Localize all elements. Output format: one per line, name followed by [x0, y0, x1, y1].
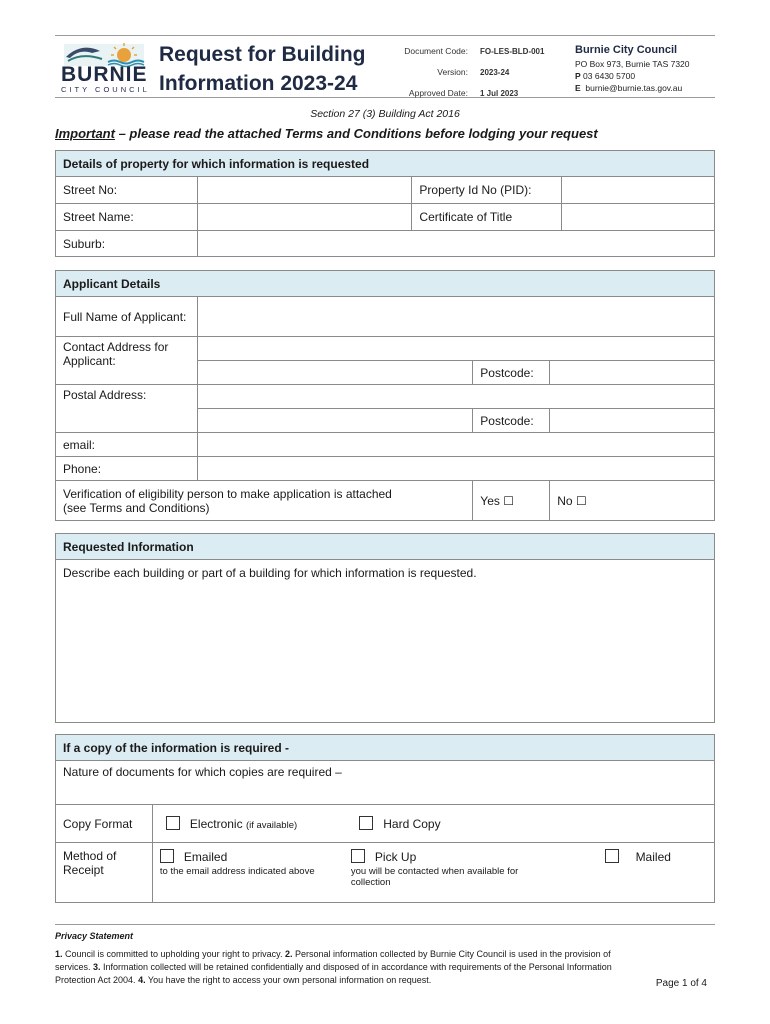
hard-copy-label: Hard Copy: [383, 817, 441, 831]
property-details-table: [55, 150, 715, 257]
council-address: PO Box 973, Burnie TAS 7320: [575, 59, 690, 69]
privacy-num-3: 3.: [93, 962, 101, 972]
phone-label: Phone:: [56, 457, 198, 481]
suburb-field[interactable]: [197, 231, 714, 257]
copy-information-table: [55, 734, 715, 903]
email-label: E: [575, 83, 581, 93]
important-text: – please read the attached Terms and Conditions before lodging your request: [114, 126, 598, 141]
privacy-point-1: Council is committed to upholding your right to privacy.: [62, 949, 285, 959]
requested-information-table: [55, 533, 715, 723]
street-name-field[interactable]: [197, 204, 412, 231]
important-notice: [55, 126, 598, 141]
street-no-label: Street No:: [56, 177, 198, 204]
method-of-receipt-label: Method of Receipt: [56, 843, 153, 903]
property-heading: Details of property for which information is requested: [56, 151, 715, 177]
applicant-details-table: [55, 270, 715, 521]
mailed-label: Mailed: [635, 850, 671, 864]
mailed-checkbox[interactable]: [605, 849, 619, 863]
certificate-title-field[interactable]: [562, 204, 715, 231]
meta-version-value: 2023-24: [480, 68, 510, 77]
certificate-title-label: Certificate of Title: [412, 204, 562, 231]
street-no-field[interactable]: [197, 177, 412, 204]
verification-line-2: (see Terms and Conditions): [63, 500, 210, 515]
requested-description-label: Describe each building or part of a building for which information is requested.: [63, 566, 477, 580]
privacy-text: [55, 948, 630, 987]
pid-field[interactable]: [562, 177, 715, 204]
meta-date-value: 1 Jul 2023: [480, 89, 519, 98]
email-field[interactable]: [197, 433, 714, 457]
privacy-heading: Privacy Statement: [55, 931, 134, 941]
title-line-2: Information 2023-24: [159, 72, 358, 95]
copy-format-label: Copy Format: [56, 805, 153, 843]
phone-field[interactable]: [197, 457, 714, 481]
privacy-statement: [55, 924, 715, 987]
applicant-heading: Applicant Details: [56, 271, 715, 297]
contact-postcode-label: Postcode:: [473, 361, 550, 385]
document-header: [55, 35, 715, 98]
emailed-note: to the email address indicated above: [159, 866, 315, 877]
contact-postcode-field[interactable]: [550, 361, 715, 385]
contact-address-label: Contact Address for Applicant:: [56, 337, 198, 385]
verification-yes-checkbox[interactable]: Yes ☐: [473, 481, 550, 521]
receipt-options: [152, 843, 714, 903]
page-title: [159, 40, 366, 98]
postal-postcode-field[interactable]: [550, 409, 715, 433]
verification-line-1: Verification of eligibility person to make application is attached: [63, 486, 392, 501]
title-line-1: Request for Building: [159, 43, 366, 66]
full-name-field[interactable]: [197, 297, 714, 337]
pickup-label: Pick Up: [374, 850, 417, 864]
electronic-checkbox[interactable]: [166, 816, 180, 830]
document-meta: [395, 41, 544, 104]
phone-label: P: [575, 71, 581, 81]
postal-postcode-label: Postcode:: [473, 409, 550, 433]
pid-label: Property Id No (PID):: [412, 177, 562, 204]
council-phone: 03 6430 5700: [583, 71, 636, 81]
nature-of-documents-field[interactable]: [56, 761, 715, 805]
electronic-note: (if available): [245, 820, 298, 831]
street-name-label: Street Name:: [56, 204, 198, 231]
suburb-label: Suburb:: [56, 231, 198, 257]
hard-copy-checkbox[interactable]: [359, 816, 373, 830]
verification-label: [56, 481, 473, 521]
logo-subtitle: CITY COUNCIL: [61, 85, 150, 94]
meta-version-label: Version:: [437, 67, 468, 77]
email-label: email:: [56, 433, 198, 457]
electronic-label: Electronic: [189, 817, 243, 831]
contact-address-field[interactable]: [197, 337, 714, 361]
council-email[interactable]: burnie@burnie.tas.gov.au: [585, 83, 683, 93]
meta-code-value: FO-LES-BLD-001: [480, 47, 545, 56]
emailed-checkbox[interactable]: [160, 849, 174, 863]
privacy-point-4: You have the right to access your own personal information on request.: [145, 975, 432, 985]
privacy-num-1: 1.: [55, 949, 63, 959]
privacy-num-2: 2.: [284, 949, 293, 959]
privacy-point-3: Information collected will be retained confidentially and disposed of in accordance with requirements of the Personal Information Protection Act 2004.: [55, 962, 612, 985]
nature-of-documents-label: Nature of documents for which copies are required –: [63, 765, 342, 779]
copy-heading: If a copy of the information is required -: [56, 735, 715, 761]
pickup-note: you will be contacted when available for collection: [350, 866, 519, 888]
verification-no-checkbox[interactable]: No ☐: [550, 481, 715, 521]
logo-wordmark: BURNIE: [61, 63, 148, 86]
council-name: Burnie City Council: [575, 44, 678, 56]
postal-address-field[interactable]: [197, 385, 714, 409]
council-contact: [575, 42, 690, 94]
requested-heading: Requested Information: [56, 534, 715, 560]
postal-address-field-2[interactable]: [197, 409, 472, 433]
requested-description-field[interactable]: [56, 560, 715, 723]
important-label: Important: [55, 126, 115, 141]
postal-address-label: Postal Address:: [56, 385, 198, 433]
full-name-label: Full Name of Applicant:: [56, 297, 198, 337]
meta-code-label: Document Code:: [404, 46, 468, 56]
copy-format-options: [152, 805, 714, 843]
privacy-num-4: 4.: [138, 975, 146, 985]
contact-address-field-2[interactable]: [197, 361, 472, 385]
emailed-label: Emailed: [183, 850, 228, 864]
section-reference: Section 27 (3) Building Act 2016: [310, 108, 460, 120]
privacy-point-2: Personal information collected by Burnie City Council is used in the provision of services.: [55, 949, 611, 972]
meta-date-label: Approved Date:: [408, 88, 468, 98]
pickup-checkbox[interactable]: [351, 849, 365, 863]
page-number: Page 1 of 4: [655, 978, 707, 989]
